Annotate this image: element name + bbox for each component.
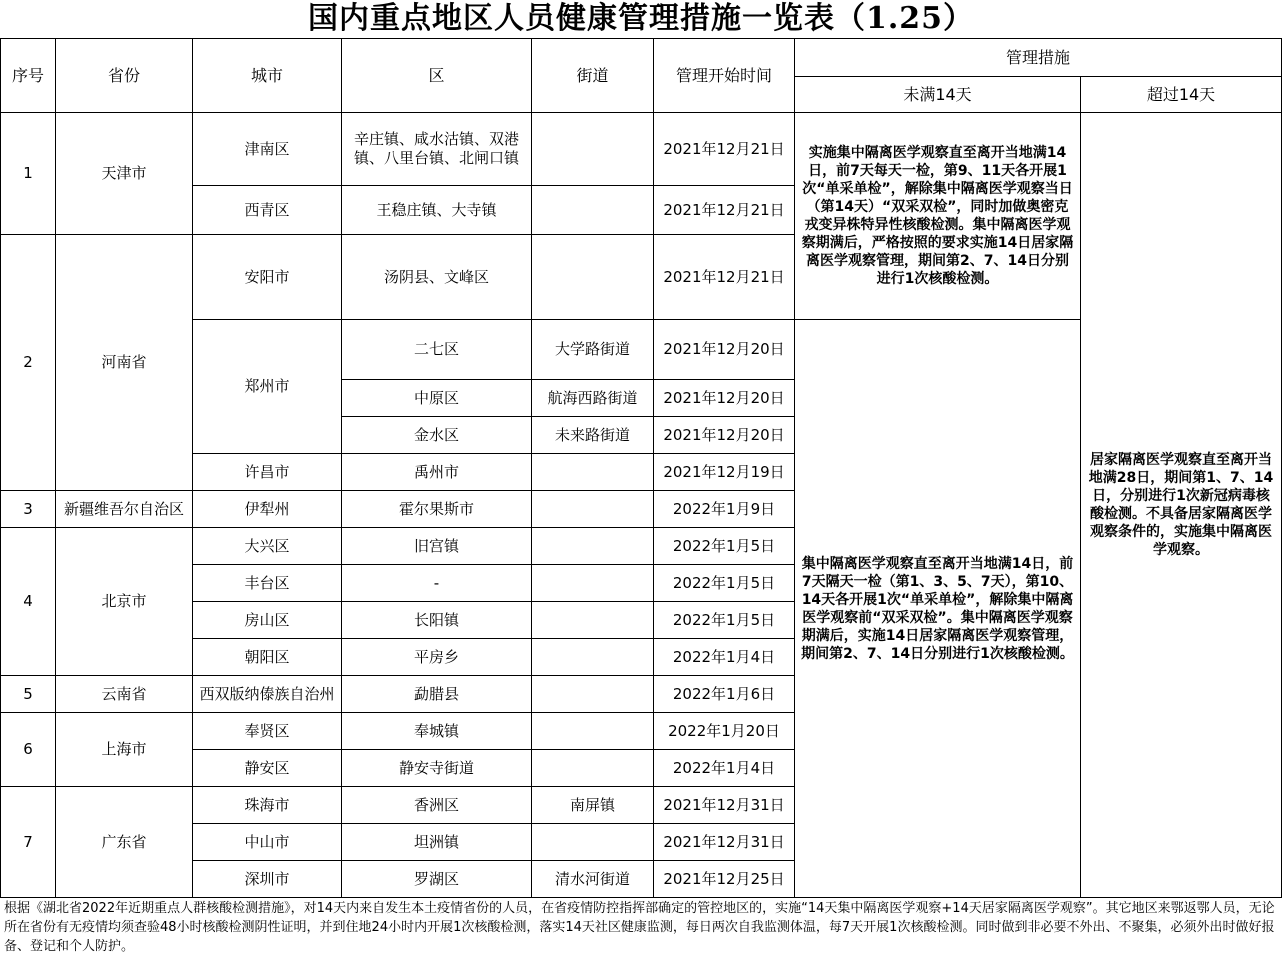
district-cell: 坦洲镇 bbox=[342, 824, 532, 861]
district-cell: 奉城镇 bbox=[342, 713, 532, 750]
date-cell: 2021年12月21日 bbox=[654, 113, 795, 186]
date-cell: 2022年1月9日 bbox=[654, 491, 795, 528]
date-cell: 2021年12月19日 bbox=[654, 454, 795, 491]
city-cell: 郑州市 bbox=[193, 320, 342, 454]
street-cell bbox=[532, 713, 654, 750]
date-cell: 2021年12月31日 bbox=[654, 787, 795, 824]
district-cell: 长阳镇 bbox=[342, 602, 532, 639]
district-cell: 金水区 bbox=[342, 417, 532, 454]
district-cell: 中原区 bbox=[342, 380, 532, 417]
district-cell: 王稳庄镇、大寺镇 bbox=[342, 186, 532, 235]
header-seq: 序号 bbox=[1, 39, 56, 113]
city-cell: 西青区 bbox=[193, 186, 342, 235]
street-cell bbox=[532, 235, 654, 320]
street-cell: 航海西路街道 bbox=[532, 380, 654, 417]
district-cell: - bbox=[342, 565, 532, 602]
footer-note: 根据《湖北省2022年近期重点人群核酸检测措施》，对14天内来自发生本土疫情省份的人员，在省疫情防控指挥部确定的管控地区的，实施“14天集中隔离医学观察+14天居家隔离医学观察”。其它地区来鄂返鄂人员，无论所在省份有无疫情均须查验48小时核酸检测阴性证明，并到住地24小时内开展1次核酸检测，落实14天社区健康监测，每日两次自我监测体温，每7天开展1次核酸检测。同时做到非必要不外出、不聚集，必须外出时做好报备、登记和个人防护。 bbox=[4, 901, 1275, 954]
header-under-14-days: 未满14天 bbox=[795, 77, 1081, 113]
seq-cell: 3 bbox=[1, 491, 56, 528]
district-cell: 平房乡 bbox=[342, 639, 532, 676]
city-cell: 大兴区 bbox=[193, 528, 342, 565]
seq-cell: 4 bbox=[1, 528, 56, 676]
seq-cell: 1 bbox=[1, 113, 56, 235]
date-cell: 2022年1月5日 bbox=[654, 528, 795, 565]
street-cell bbox=[532, 824, 654, 861]
date-cell: 2022年1月4日 bbox=[654, 639, 795, 676]
date-cell: 2022年1月6日 bbox=[654, 676, 795, 713]
date-cell: 2021年12月21日 bbox=[654, 186, 795, 235]
district-cell: 汤阴县、文峰区 bbox=[342, 235, 532, 320]
date-cell: 2022年1月5日 bbox=[654, 565, 795, 602]
province-cell: 上海市 bbox=[56, 713, 193, 787]
city-cell: 西双版纳傣族自治州 bbox=[193, 676, 342, 713]
district-cell: 禹州市 bbox=[342, 454, 532, 491]
city-cell: 伊犁州 bbox=[193, 491, 342, 528]
measure-under-14-tianjin-anyang: 实施集中隔离医学观察直至离开当地满14日，前7天每天一检，第9、11天各开展1次“单采单检”，解除集中隔离医学观察当日（第14天）“双采双检”，同时加做奥密克戎变异株特异性核酸检测。集中隔离医学观察期满后，严格按照的要求实施14日居家隔离医学观察管理，期间第2、7、14日分别进行1次核酸检测。 bbox=[795, 113, 1081, 320]
province-cell: 天津市 bbox=[56, 113, 193, 235]
measure-over-14: 居家隔离医学观察直至离开当地满28日，期间第1、7、14日，分别进行1次新冠病毒核酸检测。不具备居家隔离医学观察条件的，实施集中隔离医学观察。 bbox=[1081, 113, 1282, 898]
page-title: 国内重点地区人员健康管理措施一览表（1.25） bbox=[307, 1, 975, 36]
measure-under-14-others: 集中隔离医学观察直至离开当地满14日，前7天隔天一检（第1、3、5、7天），第10、14天各开展1次“单采单检”，解除集中隔离医学观察前“双采双检”。集中隔离医学观察期满后，实施14日居家隔离医学观察管理，期间第2、7、14日分别进行1次核酸检测。 bbox=[795, 320, 1081, 898]
district-cell: 罗湖区 bbox=[342, 861, 532, 898]
province-cell: 云南省 bbox=[56, 676, 193, 713]
district-cell: 香洲区 bbox=[342, 787, 532, 824]
street-cell bbox=[532, 454, 654, 491]
city-cell: 安阳市 bbox=[193, 235, 342, 320]
header-district: 区 bbox=[342, 39, 532, 113]
city-cell: 津南区 bbox=[193, 113, 342, 186]
district-cell: 旧宫镇 bbox=[342, 528, 532, 565]
header-city: 城市 bbox=[193, 39, 342, 113]
city-cell: 奉贤区 bbox=[193, 713, 342, 750]
district-cell: 辛庄镇、咸水沽镇、双港镇、八里台镇、北闸口镇 bbox=[342, 113, 532, 186]
street-cell: 未来路街道 bbox=[532, 417, 654, 454]
header-province: 省份 bbox=[56, 39, 193, 113]
date-cell: 2022年1月4日 bbox=[654, 750, 795, 787]
street-cell bbox=[532, 565, 654, 602]
city-cell: 房山区 bbox=[193, 602, 342, 639]
date-cell: 2021年12月25日 bbox=[654, 861, 795, 898]
city-cell: 许昌市 bbox=[193, 454, 342, 491]
city-cell: 深圳市 bbox=[193, 861, 342, 898]
street-cell bbox=[532, 676, 654, 713]
date-cell: 2022年1月20日 bbox=[654, 713, 795, 750]
seq-cell: 2 bbox=[1, 235, 56, 491]
date-cell: 2021年12月20日 bbox=[654, 320, 795, 380]
city-cell: 静安区 bbox=[193, 750, 342, 787]
date-cell: 2022年1月5日 bbox=[654, 602, 795, 639]
district-cell: 二七区 bbox=[342, 320, 532, 380]
province-cell: 新疆维吾尔自治区 bbox=[56, 491, 193, 528]
street-cell: 大学路街道 bbox=[532, 320, 654, 380]
province-cell: 广东省 bbox=[56, 787, 193, 898]
street-cell: 南屏镇 bbox=[532, 787, 654, 824]
date-cell: 2021年12月20日 bbox=[654, 380, 795, 417]
header-over-14-days: 超过14天 bbox=[1081, 77, 1282, 113]
health-measures-table bbox=[0, 38, 1282, 898]
street-cell bbox=[532, 491, 654, 528]
seq-cell: 7 bbox=[1, 787, 56, 898]
district-cell: 勐腊县 bbox=[342, 676, 532, 713]
header-start-time: 管理开始时间 bbox=[654, 39, 795, 113]
street-cell bbox=[532, 750, 654, 787]
street-cell bbox=[532, 113, 654, 186]
street-cell bbox=[532, 602, 654, 639]
seq-cell: 5 bbox=[1, 676, 56, 713]
city-cell: 丰台区 bbox=[193, 565, 342, 602]
seq-cell: 6 bbox=[1, 713, 56, 787]
street-cell bbox=[532, 186, 654, 235]
date-cell: 2021年12月21日 bbox=[654, 235, 795, 320]
city-cell: 朝阳区 bbox=[193, 639, 342, 676]
city-cell: 中山市 bbox=[193, 824, 342, 861]
street-cell bbox=[532, 528, 654, 565]
district-cell: 霍尔果斯市 bbox=[342, 491, 532, 528]
date-cell: 2021年12月20日 bbox=[654, 417, 795, 454]
header-measures: 管理措施 bbox=[795, 39, 1282, 77]
district-cell: 静安寺街道 bbox=[342, 750, 532, 787]
province-cell: 河南省 bbox=[56, 235, 193, 491]
province-cell: 北京市 bbox=[56, 528, 193, 676]
header-street: 街道 bbox=[532, 39, 654, 113]
street-cell: 清水河街道 bbox=[532, 861, 654, 898]
date-cell: 2021年12月31日 bbox=[654, 824, 795, 861]
city-cell: 珠海市 bbox=[193, 787, 342, 824]
street-cell bbox=[532, 639, 654, 676]
